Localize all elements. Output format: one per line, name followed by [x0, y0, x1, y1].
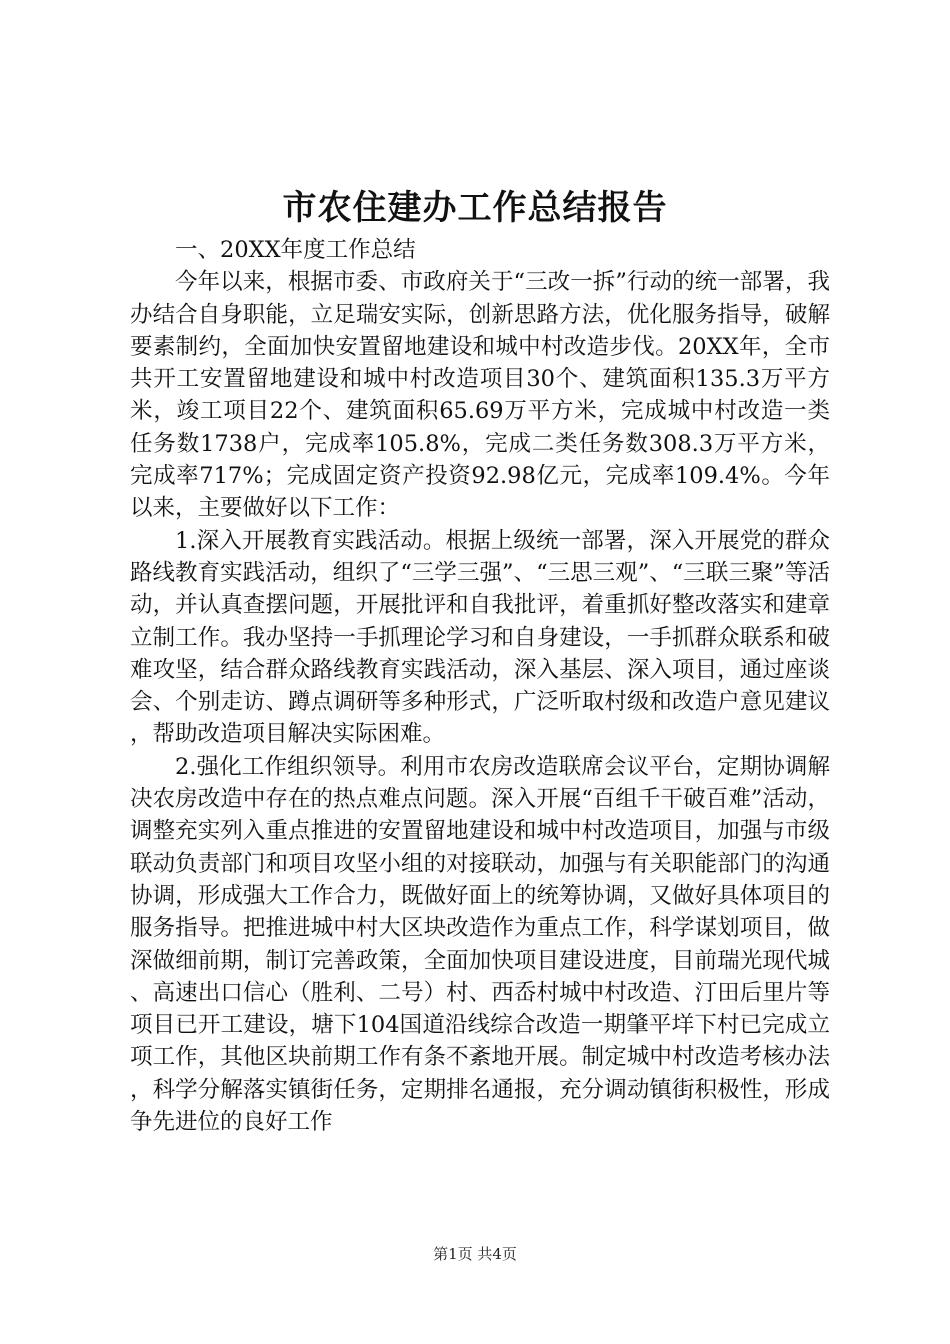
- paragraph-item-1: 1.深入开展教育实践活动。根据上级统一部署，深入开展党的群众路线教育实践活动，组织了“三学三强”、“三思三观”、“三联三聚”等活动，并认真查摆问题，开展批评和自我批评，着重抓好整改落实和建章立制工作。我办坚持一手抓理论学习和自身建设，一手抓群众联系和破难攻坚，结合群众路线教育实践活动，深入基层、深入项目，通过座谈会、个别走访、蹲点调研等多种形式，广泛听取村级和改造户意见建议，帮助改造项目解决实际困难。: [130, 527, 830, 748]
- document-body: [130, 234, 830, 1138]
- paragraph-summary: 今年以来，根据市委、市政府关于“三改一拆”行动的统一部署，我办结合自身职能，立足瑞安实际，创新思路方法，优化服务指导，破解要素制约，全面加快安置留地建设和城中村改造步伐。20XX年，全市共开工安置留地建设和城中村改造项目30个、建筑面积135.3万平方米，竣工项目22个、建筑面积65.69万平方米，完成城中村改造一类任务数1738户，完成率105.8%，完成二类任务数308.3万平方米，完成率717%；完成固定资产投资92.98亿元，完成率109.4%。今年以来，主要做好以下工作：: [130, 269, 830, 522]
- section-heading: 一、20XX年度工作总结: [175, 237, 416, 263]
- page-footer: 第1页 共4页: [433, 1245, 517, 1263]
- paragraph-item-2: 2.强化工作组织领导。利用市农房改造联席会议平台，定期协调解决农房改造中存在的热点难点问题。深入开展“百组千干破百难”活动，调整充实列入重点推进的安置留地建设和城中村改造项目，加强与市级联动负责部门和项目攻坚小组的对接联动，加强与有关职能部门的沟通协调，形成强大工作合力，既做好面上的统筹协调，又做好具体项目的服务指导。把推进城中村大区块改造作为重点工作，科学谋划项目，做深做细前期，制订完善政策，全面加快项目建设进度，目前瑞光现代城、高速出口信心（胜利、二号）村、西岙村城中村改造、汀田后里片等项目已开工建设，塘下104国道沿线综合改造一期肇平垟下村已完成立项工作，其他区块前期工作有条不紊地开展。制定城中村改造考核办法，科学分解落实镇街任务，定期排名通报，充分调动镇街积极性，形成争先进位的良好工作: [130, 753, 830, 1136]
- page-title: 市农住建办工作总结报告: [282, 188, 668, 228]
